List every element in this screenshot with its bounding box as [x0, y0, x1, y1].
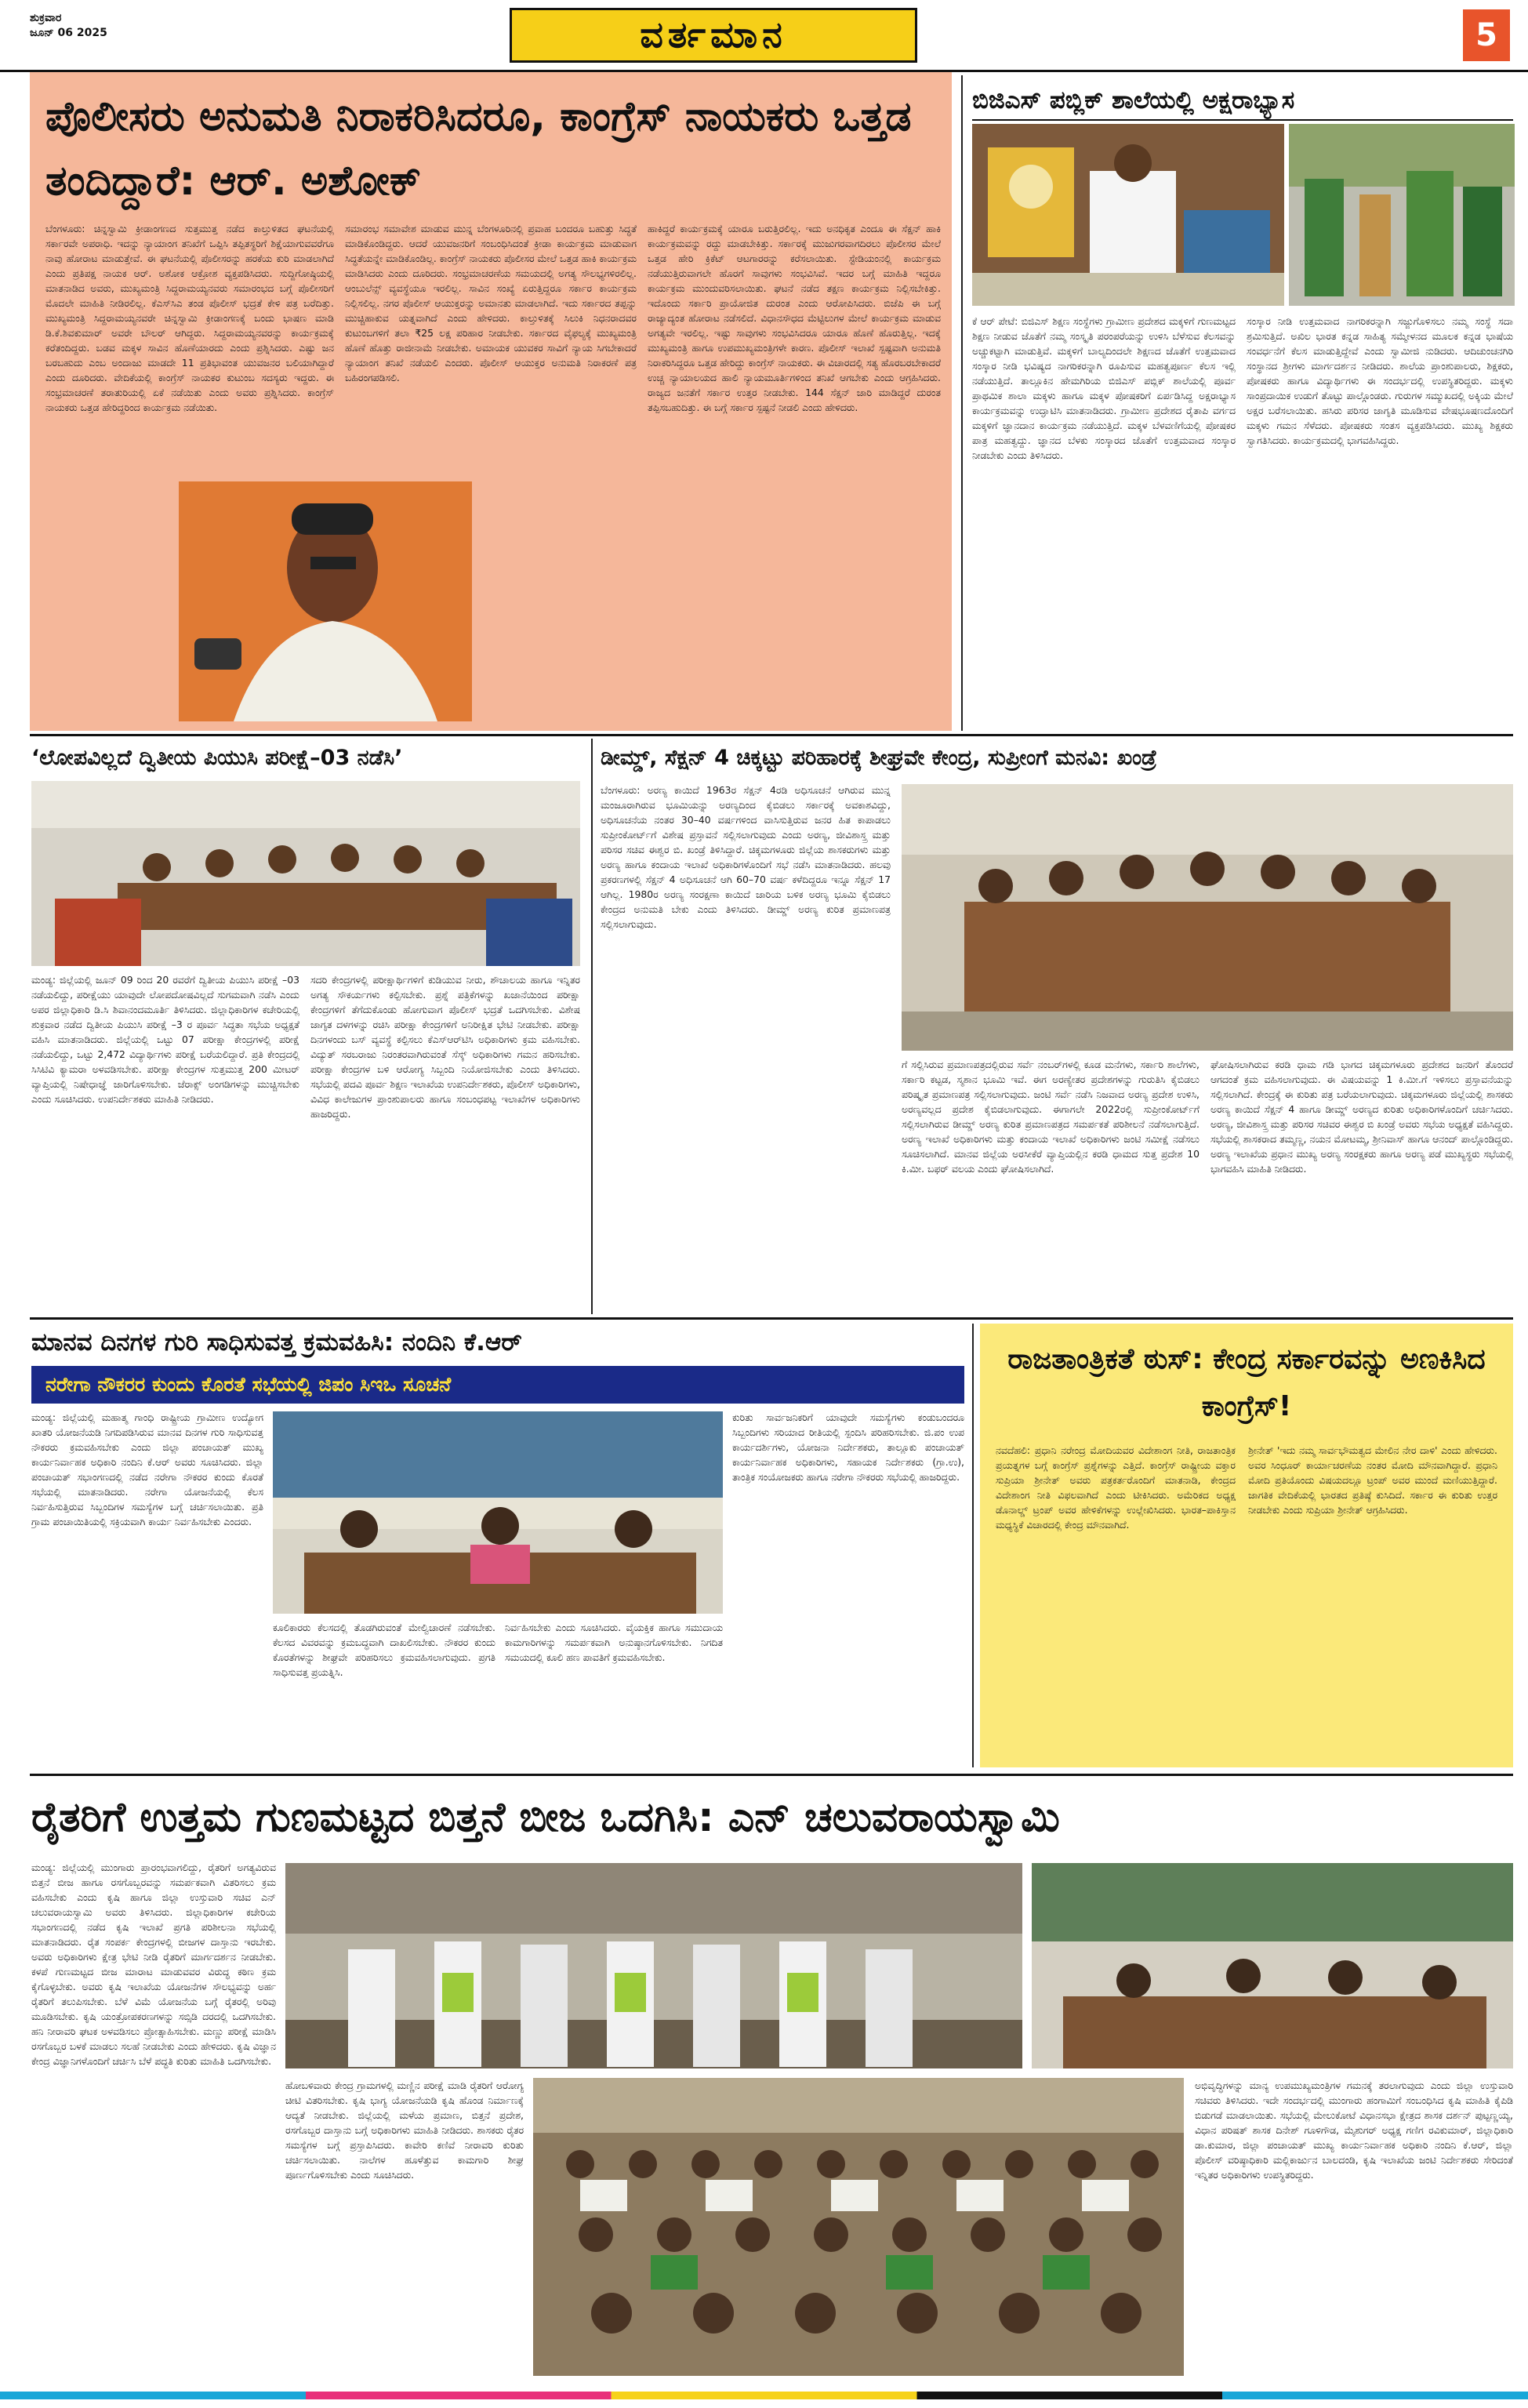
print-color-bar: [0, 2392, 1528, 2399]
story-congress-col2: ಶ್ರೀನೇತ್ 'ಇದು ನಮ್ಮ ಸಾರ್ವಭೌಮತ್ವದ ಮೇಲಿನ ನೇರ ದಾಳಿ' ಎಂದು ಹೇಳಿದರು. ಅವರ ಸಿಂಧೂರ್ ಕಾರ್ಯಾಚರಣೆಯ ನಂತರ ಮೋದಿ ಮೌನವಾಗಿದ್ದಾರೆ. ಪ್ರಧಾನಿ ಮೋದಿ ಪ್ರತಿಯೊಂದು ವಿಷಯದಲ್ಲೂ ಟ್ರಂಪ್ ಅವರ ಮುಂದೆ ಮಣಿಯುತ್ತಿದ್ದಾರೆ. ಜಾಗತಿಕ ವೇದಿಕೆಯಲ್ಲಿ ಭಾರತದ ಪ್ರತಿಷ್ಠೆ ಕುಸಿದಿದೆ. ಸರ್ಕಾರ ಈ ಕುರಿತು ಉತ್ತರ ನೀಡಬೇಕು ಎಂದು ಸುಪ್ರಿಯಾ ಶ್ರೀನೇತ್ ಆಗ್ರಹಿಸಿದರು.: [1248, 1444, 1497, 1516]
rule-middle-horizontal: [30, 1317, 1513, 1320]
story-nrega-col4: ಕುರಿತು ಸಾರ್ವಜನಿಕರಿಗೆ ಯಾವುದೇ ಸಮಸ್ಯೆಗಳು ಕಂಡುಬಂದರೂ ಸಿಬ್ಬಂದಿಗಳು ಸರಿಯಾದ ರೀತಿಯಲ್ಲಿ ಸ್ಪಂದಿಸಿ ಪರಿಹರಿಸಬೇಕು. ಜಿ.ಪಂ ಉಪ ಕಾರ್ಯದರ್ಶಿಗಳು, ಯೋಜನಾ ನಿರ್ದೇಶಕರು, ತಾಲ್ಲೂಕು ಪಂಚಾಯತ್ ಕಾರ್ಯನಿರ್ವಾಹಕ ಅಧಿಕಾರಿಗಳು, ಸಹಾಯಕ ನಿರ್ದೇಶಕರು (ಗ್ರಾ.ಉ), ತಾಂತ್ರಿಕ ಸಂಯೋಜಕರು ಹಾಗೂ ನರೇಗಾ ನೌಕರರು ಸಭೆಯಲ್ಲಿ ಹಾಜರಿದ್ದರು.: [732, 1411, 964, 1483]
bgs-photo-ceremony: [972, 124, 1284, 306]
story-agri-col3: ಅಭಿವೃದ್ಧಿಗಳನ್ನು ಮಾನ್ಯ ಉಪಮುಖ್ಯಮಂತ್ರಿಗಳ ಗಮನಕ್ಕೆ ತರಲಾಗುವುದು ಎಂದು ಜಿಲ್ಲಾ ಉಸ್ತುವಾರಿ ಸಚಿವರು ತಿಳಿಸಿದರು. ಇದೇ ಸಂದರ್ಭದಲ್ಲಿ ಮುಂಗಾರು ಹಂಗಾಮಿಗೆ ಸಂಬಂಧಿಸಿದ ಕೃಷಿ ಮಾಹಿತಿ ಕೈಪಿಡಿ ಬಿಡುಗಡೆ ಮಾಡಲಾಯಿತು. ಸಭೆಯಲ್ಲಿ ಮೇಲುಕೋಟೆ ವಿಧಾನಸಭಾ ಕ್ಷೇತ್ರದ ಶಾಸಕ ದರ್ಶನ್ ಪುಟ್ಟಣ್ಣಯ್ಯ, ವಿಧಾನ ಪರಿಷತ್ ಶಾಸಕ ದಿನೇಶ್ ಗೂಳಿಗೌಡ, ಮೈಶುಗರ್ ಅಧ್ಯಕ್ಷ ಗಣಿಗ ರವಿಕುಮಾರ್, ಜಿಲ್ಲಾಧಿಕಾರಿ ಡಾ.ಕುಮಾರ, ಜಿಲ್ಲಾ ಪಂಚಾಯತ್ ಮುಖ್ಯ ಕಾರ್ಯನಿರ್ವಾಹಕ ಅಧಿಕಾರಿ ನಂದಿನಿ ಕೆ.ಆರ್, ಜಿಲ್ಲಾ ಪೊಲೀಸ್ ವರಿಷ್ಠಾಧಿಕಾರಿ ಮಲ್ಲಿಕಾರ್ಜುನ ಬಾಲದಂಡಿ, ಕೃಷಿ ಇಲಾಖೆಯ ಜಂಟಿ ನಿರ್ದೇಶಕರು ಸೇರಿದಂತೆ ಇನ್ನಿತರ ಅಧಿಕಾರಿಗಳು ಉಪಸ್ಥಿತರಿದ್ದರು.: [1195, 2079, 1513, 2181]
story-puc-col2: ಸದರಿ ಕೇಂದ್ರಗಳಲ್ಲಿ ಪರೀಕ್ಷಾರ್ಥಿಗಳಿಗೆ ಕುಡಿಯುವ ನೀರು, ಶೌಚಾಲಯ ಹಾಗೂ ಇನ್ನಿತರ ಅಗತ್ಯ ಸೌಕರ್ಯಗಳು ಕಲ್ಪಿಸಬೇಕು. ಪ್ರಶ್ನೆ ಪತ್ರಿಕೆಗಳನ್ನು ಖಜಾನೆಯಿಂದ ಪರೀಕ್ಷಾ ಕೇಂದ್ರಗಳಿಗೆ ತೆಗೆದುಕೊಂಡು ಹೋಗುವಾಗ ಪೊಲೀಸ್ ಭದ್ರತೆ ಒದಗಿಸಬೇಕು. ವಿಶೇಷ ಜಾಗೃತ ದಳಗಳನ್ನು ರಚಿಸಿ ಪರೀಕ್ಷಾ ಕೇಂದ್ರಗಳಿಗೆ ಅನಿರೀಕ್ಷಿತ ಭೇಟಿ ನೀಡಬೇಕು. ಪರೀಕ್ಷಾ ದಿನಗಳಂದು ಬಸ್ ವ್ಯವಸ್ಥೆ ಕಲ್ಪಿಸಲು ಕೆಎಸ್ಆರ್‌ಟಿಸಿ ಅಧಿಕಾರಿಗಳು ಕ್ರಮ ವಹಿಸಬೇಕು. ವಿದ್ಯುತ್ ಸರಬರಾಜು ನಿರಂತರವಾಗಿರುವಂತೆ ಸೆಸ್ಕ್ ಅಧಿಕಾರಿಗಳು ಗಮನ ಹರಿಸಬೇಕು. ಪರೀಕ್ಷಾ ಕೇಂದ್ರಗಳ ಬಳಿ ಆರೋಗ್ಯ ಸಿಬ್ಬಂದಿ ನಿಯೋಜಿಸಬೇಕು ಎಂದು ತಿಳಿಸಿದರು. ಸಭೆಯಲ್ಲಿ ಪದವಿ ಪೂರ್ವ ಶಿಕ್ಷಣ ಇಲಾಖೆಯ ಉಪನಿರ್ದೇಶಕರು, ಪೊಲೀಸ್ ಅಧಿಕಾರಿಗಳು, ವಿವಿಧ ಕಾಲೇಜುಗಳ ಪ್ರಾಂಶುಪಾಲರು ಹಾಗೂ ಸಂಬಂಧಪಟ್ಟ ಇಲಾಖೆಗಳ ಅಧಿಕಾರಿಗಳು ಹಾಜರಿದ್ದರು.: [310, 974, 580, 1120]
story-deemed-col1: ಬೆಂಗಳೂರು: ಅರಣ್ಯ ಕಾಯಿದೆ 1963ರ ಸೆಕ್ಷನ್ 4ರಡಿ ಅಧಿಸೂಚನೆ ಆಗಿರುವ ಮುನ್ನ ಮಂಜೂರಾಗಿರುವ ಭೂಮಿಯನ್ನು ಅರಣ್ಯದಿಂದ ಕೈಬಿಡಲು ಸರ್ಕಾರಕ್ಕೆ ಅವಕಾಶವಿದ್ದು, ಅಧಿಸೂಚನೆಯ ನಂತರ 30–40 ವರ್ಷಗಳಿಂದ ವಾಸಿಸುತ್ತಿರುವ ಜನರ ಹಿತ ಕಾಪಾಡಲು ಸುಪ್ರೀಂಕೋರ್ಟ್‌ಗೆ ವಿಶೇಷ ಪ್ರಸ್ತಾವನೆ ಸಲ್ಲಿಸಲಾಗುವುದು ಎಂದು ಅರಣ್ಯ, ಜೀವಿಶಾಸ್ತ್ರ ಮತ್ತು ಪರಿಸರ ಸಚಿವ ಈಶ್ವರ ಬಿ. ಖಂಡ್ರೆ ತಿಳಿಸಿದ್ದಾರೆ. ಚಿಕ್ಕಮಗಳೂರು ಜಿಲ್ಲೆಯ ಶಾಸಕರುಗಳು ಮತ್ತು ಅರಣ್ಯ ಹಾಗೂ ಕಂದಾಯ ಇಲಾಖೆ ಅಧಿಕಾರಿಗಳೊಂದಿಗೆ ಸಭೆ ನಡೆಸಿ ಮಾತನಾಡಿದರು. ಹಲವು ಪ್ರಕರಣಗಳಲ್ಲಿ ಸೆಕ್ಷನ್ 4 ಅಧಿಸೂಚನೆ ಆಗಿ 60–70 ವರ್ಷ ಕಳೆದಿದ್ದರೂ ಇನ್ನೂ ಸೆಕ್ಷನ್ 17 ಆಗಿಲ್ಲ. 1980ರ ಅರಣ್ಯ ಸಂರಕ್ಷಣಾ ಕಾಯಿದೆ ಜಾರಿಯ ಬಳಿಕ ಅರಣ್ಯ ಭೂಮಿ ಕೈಬಿಡಲು ಕೇಂದ್ರದ ಅನುಮತಿ ಬೇಕು ಎಂದು ತಿಳಿಸಿದರು. ಡೀಮ್ಡ್ ಅರಣ್ಯ ಕುರಿತ ಪ್ರಮಾಣಪತ್ರ ಸಲ್ಲಿಸಲಾಗುವುದು.: [601, 784, 891, 930]
story-bgs-col1: ಕೆ ಆರ್ ಪೇಟೆ: ಬಿಜಿಎಸ್ ಶಿಕ್ಷಣ ಸಂಸ್ಥೆಗಳು ಗ್ರಾಮೀಣ ಪ್ರದೇಶದ ಮಕ್ಕಳಿಗೆ ಗುಣಮಟ್ಟದ ಶಿಕ್ಷಣ ನೀಡುವ ಜೊತೆಗೆ ನಮ್ಮ ಸಂಸ್ಕೃತಿ ಪರಂಪರೆಯನ್ನು ಉಳಿಸಿ ಬೆಳೆಸುವ ಕೆಲಸವನ್ನು ಅಚ್ಚುಕಟ್ಟಾಗಿ ಮಾಡುತ್ತಿವೆ. ಮಕ್ಕಳಿಗೆ ಬಾಲ್ಯದಿಂದಲೇ ಶಿಕ್ಷಣದ ಜೊತೆಗೆ ಉತ್ತಮವಾದ ಸಂಸ್ಕಾರ ನೀಡಿ ಭವಿಷ್ಯದ ನಾಗರಿಕರನ್ನಾಗಿ ರೂಪಿಸುವ ಮಹತ್ವಪೂರ್ಣ ಕೆಲಸ ಇಲ್ಲಿ ನಡೆಯುತ್ತಿದೆ. ತಾಲ್ಲೂಕಿನ ಹೇಮಗಿರಿಯ ಬಿಜಿಎಸ್ ಪಬ್ಲಿಕ್ ಶಾಲೆಯಲ್ಲಿ ಪೂರ್ವ ಪ್ರಾಥಮಿಕ ಶಾಲಾ ಮಕ್ಕಳು ಹಾಗೂ ಮಕ್ಕಳ ಪೋಷಕರಿಗೆ ಏರ್ಪಡಿಸಿದ್ದ ಅಕ್ಷರಾಭ್ಯಾಸ ಕಾರ್ಯಕ್ರಮವನ್ನು ಉದ್ಘಾಟಿಸಿ ಮಾತನಾಡಿದರು. ಗ್ರಾಮೀಣ ಪ್ರದೇಶದ ರೈತಾಪಿ ವರ್ಗದ ಮಕ್ಕಳಿಗೆ ಜ್ಞಾನದಾನ ಕಾರ್ಯಕ್ರಮ ನಡೆಯುತ್ತಿದೆ. ಮಕ್ಕಳ ಬೆಳವಣಿಗೆಯಲ್ಲಿ ಪೋಷಕರ ಪಾತ್ರ ಮಹತ್ವದ್ದು. ಜ್ಞಾನದ ಬೆಳಕು ಸಂಸ್ಕಾರದ ಜೊತೆಗೆ ಉತ್ತಮವಾದ ಸಂಸ್ಕಾರ ನೀಡಬೇಕು ಎಂದು ತಿಳಿಸಿದರು.: [972, 315, 1236, 461]
story-puc-col1: ಮಂಡ್ಯ: ಜಿಲ್ಲೆಯಲ್ಲಿ ಜೂನ್ 09 ರಿಂದ 20 ರವರೆಗೆ ದ್ವಿತೀಯ ಪಿಯುಸಿ ಪರೀಕ್ಷೆ –03 ನಡೆಯಲಿದ್ದು, ಪರೀಕ್ಷೆಯು ಯಾವುದೇ ಲೋಪದೋಷವಿಲ್ಲದೆ ಸುಗಮವಾಗಿ ನಡೆಸಿ ಎಂದು ಅಪರ ಜಿಲ್ಲಾಧಿಕಾರಿ ಡಿ.ಸಿ ಶಿವಾನಂದಮೂರ್ತಿ ತಿಳಿಸಿದರು. ಜಿಲ್ಲಾಧಿಕಾರಿಗಳ ಕಚೇರಿಯಲ್ಲಿ ಶುಕ್ರವಾರ ನಡೆದ ದ್ವಿತೀಯ ಪಿಯುಸಿ ಪರೀಕ್ಷೆ –3 ರ ಪೂರ್ವ ಸಿದ್ಧತಾ ಸಭೆಯ ಅಧ್ಯಕ್ಷತೆ ವಹಿಸಿ ಮಾತನಾಡಿದರು. ಜಿಲ್ಲೆಯಲ್ಲಿ ಒಟ್ಟು 07 ಪರೀಕ್ಷಾ ಕೇಂದ್ರಗಳಲ್ಲಿ ಪರೀಕ್ಷೆ ನಡೆಯಲಿದ್ದು, ಒಟ್ಟು 2,472 ವಿದ್ಯಾರ್ಥಿಗಳು ಪರೀಕ್ಷೆ ಬರೆಯಲಿದ್ದಾರೆ. ಪ್ರತಿ ಕೇಂದ್ರದಲ್ಲಿ ಸಿಸಿಟಿವಿ ಕ್ಯಾಮರಾ ಅಳವಡಿಸಬೇಕು. ಪರೀಕ್ಷಾ ಕೇಂದ್ರಗಳ ಸುತ್ತಮುತ್ತ 200 ಮೀಟರ್ ವ್ಯಾಪ್ತಿಯಲ್ಲಿ ನಿಷೇಧಾಜ್ಞೆ ಜಾರಿಗೊಳಿಸಬೇಕು. ಜೆರಾಕ್ಸ್ ಅಂಗಡಿಗಳನ್ನು ಮುಚ್ಚಿಸಬೇಕು ಎಂದು ಸೂಚಿಸಿದರು. ಉಪನಿರ್ದೇಶಕರು ಮಾಹಿತಿ ನೀಡಿದರು.: [31, 974, 299, 1105]
story-nrega-headline: ಮಾನವ ದಿನಗಳ ಗುರಿ ಸಾಧಿಸುವತ್ತ ಕ್ರಮವಹಿಸಿ: ನಂದಿನಿ ಕೆ.ಆರ್: [31, 1328, 522, 1357]
story-nrega-col1: ಮಂಡ್ಯ: ಜಿಲ್ಲೆಯಲ್ಲಿ ಮಹಾತ್ಮ ಗಾಂಧಿ ರಾಷ್ಟ್ರೀಯ ಗ್ರಾಮೀಣ ಉದ್ಯೋಗ ಖಾತರಿ ಯೋಜನೆಯಡಿ ನಿಗದಿಪಡಿಸಿರುವ ಮಾನವ ದಿನಗಳ ಗುರಿ ಸಾಧಿಸುವತ್ತ ನೌಕರರು ಕ್ರಮವಹಿಸಬೇಕು ಎಂದು ಜಿಲ್ಲಾ ಪಂಚಾಯತ್ ಮುಖ್ಯ ಕಾರ್ಯನಿರ್ವಾಹಕ ಅಧಿಕಾರಿ ನಂದಿನಿ ಕೆ.ಆರ್ ಅವರು ಸೂಚಿಸಿದರು. ಜಿಲ್ಲಾ ಪಂಚಾಯತ್ ಸಭಾಂಗಣದಲ್ಲಿ ನಡೆದ ನರೇಗಾ ನೌಕರರ ಕುಂದು ಕೊರತೆ ಸಭೆಯಲ್ಲಿ ಮಾತನಾಡಿದರು. ನರೇಗಾ ಯೋಜನೆಯಲ್ಲಿ ಕೆಲಸ ನಿರ್ವಹಿಸುತ್ತಿರುವ ಸಿಬ್ಬಂದಿಗಳ ಸಮಸ್ಯೆಗಳ ಬಗ್ಗೆ ಚರ್ಚಿಸಲಾಯಿತು. ಪ್ರತಿ ಗ್ರಾಮ ಪಂಚಾಯಿತಿಯಲ್ಲಿ ಸಕ್ರಿಯವಾಗಿ ಕಾರ್ಯ ನಿರ್ವಹಿಸಬೇಕು ಎಂದರು.: [31, 1411, 263, 1527]
story-bgs-headline: ಬಿಜಿಎಸ್ ಪಬ್ಲಿಕ್ ಶಾಲೆಯಲ್ಲಿ ಅಕ್ಷರಾಭ್ಯಾಸ: [972, 86, 1295, 114]
issue-day: ಶುಕ್ರವಾರ: [30, 12, 62, 24]
bgs-photo-children: [1289, 124, 1515, 306]
agri-audience-photo: [533, 2078, 1184, 2376]
story-nrega-col3: ನಿರ್ವಹಿಸಬೇಕು ಎಂದು ಸೂಚಿಸಿದರು. ವೈಯಕ್ತಿಕ ಹಾಗೂ ಸಮುದಾಯ ಕಾಮಗಾರಿಗಳನ್ನು ಸಮರ್ಪಕವಾಗಿ ಅನುಷ್ಠಾನಗೊಳಿಸಬೇಕು. ನಿಗದಿತ ಸಮಯದಲ್ಲಿ ಕೂಲಿ ಹಣ ಪಾವತಿಗೆ ಕ್ರಮವಹಿಸಬೇಕು.: [505, 1622, 723, 1663]
story-agri-col1: ಮಂಡ್ಯ: ಜಿಲ್ಲೆಯಲ್ಲಿ ಮುಂಗಾರು ಪ್ರಾರಂಭವಾಗಲಿದ್ದು, ರೈತರಿಗೆ ಅಗತ್ಯವಿರುವ ಬಿತ್ತನೆ ಬೀಜ ಹಾಗೂ ರಸಗೊಬ್ಬರವನ್ನು ಸಮರ್ಪಕವಾಗಿ ವಿತರಿಸಲು ಕ್ರಮ ವಹಿಸಬೇಕು ಎಂದು ಕೃಷಿ ಹಾಗೂ ಜಿಲ್ಲಾ ಉಸ್ತುವಾರಿ ಸಚಿವ ಎನ್ ಚಲುವರಾಯಸ್ವಾಮಿ ಅವರು ತಿಳಿಸಿದರು. ಜಿಲ್ಲಾಧಿಕಾರಿಗಳ ಕಚೇರಿಯ ಸಭಾಂಗಣದಲ್ಲಿ ನಡೆದ ಕೃಷಿ ಇಲಾಖೆ ಪ್ರಗತಿ ಪರಿಶೀಲನಾ ಸಭೆಯಲ್ಲಿ ಮಾತನಾಡಿದರು. ರೈತ ಸಂಪರ್ಕ ಕೇಂದ್ರಗಳಲ್ಲಿ ಬೀಜಗಳ ದಾಸ್ತಾನು ಇರಬೇಕು. ಅವರು ಅಧಿಕಾರಿಗಳು ಕ್ಷೇತ್ರ ಭೇಟಿ ನೀಡಿ ರೈತರಿಗೆ ಮಾರ್ಗದರ್ಶನ ನೀಡಬೇಕು. ಕಳಪೆ ಗುಣಮಟ್ಟದ ಬೀಜ ಮಾರಾಟ ಮಾಡುವವರ ವಿರುದ್ಧ ಕಠಿಣ ಕ್ರಮ ಕೈಗೊಳ್ಳಬೇಕು. ಅವರು ಕೃಷಿ ಇಲಾಖೆಯ ಯೋಜನೆಗಳ ಸೌಲಭ್ಯವನ್ನು ಅರ್ಹ ರೈತರಿಗೆ ತಲುಪಿಸಬೇಕು. ಬೆಳೆ ವಿಮೆ ಯೋಜನೆಯ ಬಗ್ಗೆ ರೈತರಲ್ಲಿ ಅರಿವು ಮೂಡಿಸಬೇಕು. ಕೃಷಿ ಯಂತ್ರೋಪಕರಣಗಳನ್ನು ಸಬ್ಸಿಡಿ ದರದಲ್ಲಿ ಒದಗಿಸಬೇಕು. ಹನಿ ನೀರಾವರಿ ಘಟಕ ಅಳವಡಿಸಲು ಪ್ರೋತ್ಸಾಹಿಸಬೇಕು. ಮಣ್ಣು ಪರೀಕ್ಷೆ ಮಾಡಿಸಿ ರಸಗೊಬ್ಬರ ಬಳಕೆ ಮಾಡಲು ಸಲಹೆ ನೀಡಬೇಕು ಎಂದು ಹೇಳಿದರು. ಕೃಷಿ ವಿಜ್ಞಾನ ಕೇಂದ್ರ ವಿಜ್ಞಾನಿಗಳೊಂದಿಗೆ ಚರ್ಚಿಸಿ ಬೆಳೆ ಪದ್ಧತಿ ಕುರಿತು ಮಾಹಿತಿ ಒದಗಿಸಬೇಕು.: [31, 1861, 276, 2067]
story-nrega-subhead: ನರೇಗಾ ನೌಕರರ ಕುಂದು ಕೊರತೆ ಸಭೆಯಲ್ಲಿ ಜಿಪಂ ಸಿಇಒ ಸೂಚನೆ: [31, 1366, 964, 1404]
page-number: 5: [1463, 9, 1510, 61]
ashok-portrait-photo: [179, 481, 472, 721]
story-ashok-col1: ಬೆಂಗಳೂರು: ಚಿನ್ನಸ್ವಾಮಿ ಕ್ರೀಡಾಂಗಣದ ಸುತ್ತಮುತ್ತ ನಡೆದ ಕಾಲ್ತುಳಿತದ ಘಟನೆಯಲ್ಲಿ ಸರ್ಕಾರವೇ ಅಪರಾಧಿ. ಇದನ್ನು ನ್ಯಾಯಾಂಗ ತನಿಖೆಗೆ ಒಪ್ಪಿಸಿ ತಪ್ಪಿತಸ್ಥರಿಗೆ ಶಿಕ್ಷೆಯಾಗುವವರೆಗೂ ನಾವು ಹೋರಾಟ ಮಾಡುತ್ತೇವೆ. ಈ ಘಟನೆಯಲ್ಲಿ ಪೊಲೀಸರನ್ನು ಹರಕೆಯ ಕುರಿ ಮಾಡಲಾಗಿದೆ ಎಂದು ಪ್ರತಿಪಕ್ಷ ನಾಯಕ ಆರ್. ಅಶೋಕ ಆಕ್ರೋಶ ವ್ಯಕ್ತಪಡಿಸಿದರು. ಸುದ್ದಿಗೋಷ್ಠಿಯಲ್ಲಿ ಮಾತನಾಡಿದ ಅವರು, ಮುಖ್ಯಮಂತ್ರಿ ಸಿದ್ದರಾಮಯ್ಯನವರು ಸಮಾರಂಭದ ಬಗ್ಗೆ ಪೊಲೀಸರಿಗೆ ಮೊದಲೇ ಮಾಹಿತಿ ನೀಡಿರಲಿಲ್ಲ. ಕೆಎಸ್‌ಸಿಎ ತಂಡ ಪೊಲೀಸ್ ಭದ್ರತೆ ಕೇಳಿ ಪತ್ರ ಬರೆದಿತ್ತು. ಮುಖ್ಯಮಂತ್ರಿ ಸಿದ್ದರಾಮಯ್ಯನವರೇ ಚಿನ್ನಸ್ವಾಮಿ ಕ್ರೀಡಾಂಗಣಕ್ಕೆ ಬಂದು ಭಾಷಣ ಮಾಡಿ ಡಿ.ಕೆ.ಶಿವಕುಮಾರ್ ಅವರೇ ಬೌಲರ್ ಆಗಿದ್ದರು. ಸಿದ್ದರಾಮಯ್ಯನವರನ್ನು ಕಾರ್ಯಕ್ರಮಕ್ಕೆ ಕರೆತಂದಿದ್ದರು. ಬಡವ ಮಕ್ಕಳ ಸಾವಿನ ಹೊಣೆಯಾರದು ಎಂದು ಪ್ರಶ್ನಿಸಿದರು. ಎಷ್ಟು ಜನ ಬರಬಹುದು ಎಂಬ ಅಂದಾಜು ಮಾಡದೇ 11 ಪ್ರತಿಭಾವಂತ ಯುವಜನರ ಬಲಿಯಾಗಿದ್ದಾರೆ ಎಂದು ದೂರಿದರು. ವೇದಿಕೆಯಲ್ಲಿ ಕಾಂಗ್ರೆಸ್ ನಾಯಕರ ಕುಟುಂಬ ಸದಸ್ಯರು ಇದ್ದರು. ಈ ಸಂಭ್ರಮಾಚರಣೆ ತರಾತುರಿಯಲ್ಲಿ ಏಕೆ ನಡೆಯಿತು ಎಂದು ಅವರು ಪ್ರಶ್ನಿಸಿದರು. ಕಾಂಗ್ರೆಸ್ ನಾಯಕರು ಒತ್ತಡ ಹೇರಿದ್ದರಿಂದ ಕಾರ್ಯಕ್ರಮ ನಡೆಯಿತು.: [45, 223, 334, 413]
issue-date-text: ಜೂನ್ 06 2025: [30, 27, 107, 39]
issue-date: [30, 11, 107, 41]
rule-lower-horizontal: [30, 1774, 1513, 1776]
story-agri-headline: ರೈತರಿಗೆ ಉತ್ತಮ ಗುಣಮಟ್ಟದ ಬಿತ್ತನೆ ಬೀಜ ಒದಗಿಸಿ: ಎನ್ ಚಲುವರಾಯಸ್ವಾಮಿ: [31, 1794, 1060, 1841]
rule-top-horizontal: [30, 734, 1513, 736]
story-bgs-col2: ಸಂಸ್ಕಾರ ನೀಡಿ ಉತ್ತಮವಾದ ನಾಗರಿಕರನ್ನಾಗಿ ಸಜ್ಜುಗೊಳಿಸಲು ನಮ್ಮ ಸಂಸ್ಥೆ ಸದಾ ಶ್ರಮಿಸುತ್ತಿದೆ. ಅಖಿಲ ಭಾರತ ಕನ್ನಡ ಸಾಹಿತ್ಯ ಸಮ್ಮೇಳನದ ಮೂಲಕ ಕನ್ನಡ ಭಾಷೆಯ ಸಂವರ್ಧನೆಗೆ ಕೆಲಸ ಮಾಡುತ್ತಿದ್ದೇವೆ ಎಂದು ಸ್ವಾಮೀಜಿ ನುಡಿದರು. ಆದಿಚುಂಚನಗಿರಿ ಸಂಸ್ಥಾನದ ಶ್ರೀಗಳು ಮಾರ್ಗದರ್ಶನ ನೀಡಿದರು. ಶಾಲೆಯ ಪ್ರಾಂಶುಪಾಲರು, ಶಿಕ್ಷಕರು, ಪೋಷಕರು ಹಾಗೂ ವಿದ್ಯಾರ್ಥಿಗಳು ಈ ಸಂದರ್ಭದಲ್ಲಿ ಉಪಸ್ಥಿತರಿದ್ದರು. ಮಕ್ಕಳು ಸಾಂಪ್ರದಾಯಿಕ ಉಡುಗೆ ತೊಟ್ಟು ಪಾಲ್ಗೊಂಡರು. ಗುರುಗಳ ಸಮ್ಮುಖದಲ್ಲಿ ಅಕ್ಕಿಯ ಮೇಲೆ ಅಕ್ಷರ ಬರೆಸಲಾಯಿತು. ಹಸಿರು ಪರಿಸರ ಜಾಗೃತಿ ಮೂಡಿಸುವ ವೇಷಭೂಷಣದೊಂದಿಗೆ ಮಕ್ಕಳು ಗಮನ ಸೆಳೆದರು. ಪೋಷಕರು ಸಂತಸ ವ್ಯಕ್ತಪಡಿಸಿದರು. ಮುಖ್ಯ ಶಿಕ್ಷಕರು ಸ್ವಾಗತಿಸಿದರು. ಕಾರ್ಯಕ್ರಮದಲ್ಲಿ ಭಾಗವಹಿಸಿದ್ದರು.: [1247, 315, 1513, 446]
puc-meeting-photo: [31, 781, 580, 966]
nrega-meeting-photo: [273, 1411, 723, 1614]
agri-booklet-release-photo: [285, 1863, 1022, 2068]
story-puc-headline: ‘ಲೋಪವಿಲ್ಲದೆ ದ್ವಿತೀಯ ಪಿಯುಸಿ ಪರೀಕ್ಷೆ–03 ನಡೆಸಿ’: [31, 746, 403, 770]
story-congress-headline: ರಾಜತಾಂತ್ರಿಕತೆ ಠುಸ್: ಕೇಂದ್ರ ಸರ್ಕಾರವನ್ನು ಅಣಕಿಸಿದ ಕಾಂಗ್ರೆಸ್!: [1007, 1343, 1486, 1422]
story-congress-col1: ನವದೆಹಲಿ: ಪ್ರಧಾನಿ ನರೇಂದ್ರ ಮೋದಿಯವರ ವಿದೇಶಾಂಗ ನೀತಿ, ರಾಜತಾಂತ್ರಿಕ ಪ್ರಯತ್ನಗಳ ಬಗ್ಗೆ ಕಾಂಗ್ರೆಸ್ ಪ್ರಶ್ನೆಗಳನ್ನು ಎತ್ತಿದೆ. ಕಾಂಗ್ರೆಸ್ ರಾಷ್ಟ್ರೀಯ ವಕ್ತಾರ ಸುಪ್ರಿಯಾ ಶ್ರೀನೇತ್ ಅವರು ಪತ್ರಕರ್ತರೊಂದಿಗೆ ಮಾತನಾಡಿ, ಕೇಂದ್ರದ ವಿದೇಶಾಂಗ ನೀತಿ ವಿಫಲವಾಗಿದೆ ಎಂದು ಟೀಕಿಸಿದರು. ಅಮೆರಿಕದ ಅಧ್ಯಕ್ಷ ಡೊನಾಲ್ಡ್ ಟ್ರಂಪ್ ಅವರ ಹೇಳಿಕೆಗಳನ್ನು ಉಲ್ಲೇಖಿಸಿದರು. ಭಾರತ–ಪಾಕಿಸ್ತಾನ ಮಧ್ಯಸ್ಥಿಕೆ ವಿಚಾರದಲ್ಲಿ ಕೇಂದ್ರ ಮೌನವಾಗಿದೆ.: [996, 1444, 1236, 1531]
story-deemed-col2: ಗೆ ಸಲ್ಲಿಸಿರುವ ಪ್ರಮಾಣಪತ್ರದಲ್ಲಿರುವ ಸರ್ವೆ ನಂಬರ್‌ಗಳಲ್ಲಿ ಕೂಡ ಮನೆಗಳು, ಸರ್ಕಾರಿ ಶಾಲೆಗಳು, ಸರ್ಕಾರಿ ಕಟ್ಟಡ, ಸ್ಮಶಾನ ಭೂಮಿ ಇವೆ. ಈಗ ಅರಣ್ಯೇತರ ಪ್ರದೇಶಗಳನ್ನು ಗುರುತಿಸಿ ಕೈಬಿಡಲು ಪರಿಷ್ಕೃತ ಪ್ರಮಾಣಪತ್ರ ಸಲ್ಲಿಸಲಾಗುವುದು. ಜಂಟಿ ಸರ್ವೆ ನಡೆಸಿ ನಿಜವಾದ ಅರಣ್ಯ ಪ್ರದೇಶ ಉಳಿಸಿ, ಅರಣ್ಯವಲ್ಲದ ಪ್ರದೇಶ ಕೈಬಿಡಲಾಗುವುದು. ಈಗಾಗಲೇ 2022ರಲ್ಲಿ ಸುಪ್ರೀಂಕೋರ್ಟ್‌ಗೆ ಸಲ್ಲಿಸಲಾಗಿರುವ ಡೀಮ್ಡ್ ಅರಣ್ಯ ಕುರಿತ ಪ್ರಮಾಣಪತ್ರದ ಸಮರ್ಪಕತೆ ಪರಿಶೀಲನೆ ನಡೆಸಲಾಗುತ್ತಿದೆ. ಅರಣ್ಯ ಇಲಾಖೆ ಅಧಿಕಾರಿಗಳು ಮತ್ತು ಕಂದಾಯ ಇಲಾಖೆ ಅಧಿಕಾರಿಗಳು ಜಂಟಿ ಸಮೀಕ್ಷೆ ನಡೆಸಲು ಸೂಚಿಸಲಾಗಿದೆ. ಮಾನವ ಜಿಲ್ಲೆಯ ಅರಸೀಕೆರೆ ವ್ಯಾಪ್ತಿಯಲ್ಲಿನ ಕರಡಿ ಧಾಮದ ಸುತ್ತ ಪ್ರದೇಶ 10 ಕಿ.ಮೀ. ಬಫರ್ ವಲಯ ಎಂದು ಘೋಷಿಸಲಾಗಿದೆ.: [902, 1059, 1200, 1175]
deemed-meeting-photo: [902, 784, 1513, 1051]
story-deemed-headline: ಡೀಮ್ಡ್, ಸೆಕ್ಷನ್ 4 ಚಿಕ್ಕಟ್ಟು ಪರಿಹಾರಕ್ಕೆ ಶೀಘ್ರವೇ ಕೇಂದ್ರ, ಸುಪ್ರೀಂಗೆ ಮನವಿ: ಖಂಡ್ರೆ: [601, 746, 1157, 770]
story-ashok-col3: ಹಾಕಿದ್ದರೆ ಕಾರ್ಯಕ್ರಮಕ್ಕೆ ಯಾರೂ ಬರುತ್ತಿರಲಿಲ್ಲ. ಇದು ಅನಧಿಕೃತ ಎಂದೂ ಈ ಸೆಕ್ಷನ್ ಹಾಕಿ ಕಾರ್ಯಕ್ರಮವನ್ನು ರದ್ದು ಮಾಡಬೇಕಿತ್ತು. ಸರ್ಕಾರಕ್ಕೆ ಮುಜುಗರವಾಗದಿರಲು ಪೊಲೀಸರ ಮೇಲೆ ಒತ್ತಡ ಹೇರಿ ಕ್ರಿಕೆಟ್ ಆಟಗಾರರನ್ನು ಕರೆಸಲಾಯಿತು. ಸ್ಟೇಡಿಯಂನಲ್ಲಿ ಕಾರ್ಯಕ್ರಮ ನಡೆಯುತ್ತಿರುವಾಗಲೇ ಹೊರಗೆ ಸಾವುಗಳು ಸಂಭವಿಸಿವೆ. ಇದರ ಬಗ್ಗೆ ಮಾಹಿತಿ ಇದ್ದರೂ ಕಾರ್ಯಕ್ರಮ ಮುಂದುವರಿಸಲಾಯಿತು. ಘಟನೆ ನಡೆದ ತಕ್ಷಣ ಕಾರ್ಯಕ್ರಮ ನಿಲ್ಲಿಸಬೇಕಿತ್ತು. ಇದೊಂದು ಸರ್ಕಾರಿ ಪ್ರಾಯೋಜಿತ ದುರಂತ ಎಂದು ಆರೋಪಿಸಿದರು. ಬಿಜೆಪಿ ಈ ಬಗ್ಗೆ ರಾಜ್ಯಾದ್ಯಂತ ಹೋರಾಟ ನಡೆಸಲಿದೆ. ವಿಧಾನಸೌಧದ ಮೆಟ್ಟಿಲುಗಳ ಮೇಲೆ ಕಾರ್ಯಕ್ರಮ ಮಾಡುವ ಅಗತ್ಯವೇ ಇರಲಿಲ್ಲ. ಇಷ್ಟು ಸಾವುಗಳು ಸಂಭವಿಸಿದರೂ ಯಾರೂ ಹೊಣೆ ಹೊರುತ್ತಿಲ್ಲ. ಇದಕ್ಕೆ ಮುಖ್ಯಮಂತ್ರಿ ಹಾಗೂ ಉಪಮುಖ್ಯಮಂತ್ರಿಗಳೇ ಕಾರಣ. ಪೊಲೀಸ್ ಇಲಾಖೆ ಸ್ಪಷ್ಟವಾಗಿ ಅನುಮತಿ ನಿರಾಕರಿಸಿದ್ದರೂ ಒತ್ತಡ ಹೇರಿದ್ದು ಕಾಂಗ್ರೆಸ್ ನಾಯಕರು. ಈ ವಿಚಾರದಲ್ಲಿ ಸತ್ಯ ಹೊರಬರಬೇಕಾದರೆ ಉಚ್ಚ ನ್ಯಾಯಾಲಯದ ಹಾಲಿ ನ್ಯಾಯಮೂರ್ತಿಗಳಿಂದ ತನಿಖೆ ಆಗಬೇಕು ಎಂದು ಆಗ್ರಹಿಸಿದರು. ರಾಜ್ಯದ ಜನತೆಗೆ ಸರ್ಕಾರ ಉತ್ತರ ನೀಡಬೇಕು. 144 ಸೆಕ್ಷನ್ ಜಾರಿ ಮಾಡಿದ್ದರೆ ದುರಂತ ತಪ್ಪಿಸಬಹುದಿತ್ತು. ಈ ಬಗ್ಗೆ ಸರ್ಕಾರ ಸ್ಪಷ್ಟನೆ ನೀಡಲಿ ಎಂದು ಹೇಳಿದರು.: [648, 223, 941, 413]
story-deemed-col3: ಘೋಷಿಸಲಾಗಿರುವ ಕರಡಿ ಧಾಮ ಗಡಿ ಭಾಗದ ಚಿಕ್ಕಮಗಳೂರು ಪ್ರದೇಶದ ಜನರಿಗೆ ತೊಂದರೆ ಆಗದಂತೆ ಕ್ರಮ ವಹಿಸಲಾಗುವುದು. ಈ ವಿಷಯವನ್ನು 1 ಕಿ.ಮೀ.ಗೆ ಇಳಿಸಲು ಪ್ರಸ್ತಾವನೆಯನ್ನು ಸಲ್ಲಿಸಲಾಗಿದೆ. ಕೇಂದ್ರಕ್ಕೆ ಈ ಕುರಿತು ಪತ್ರ ಬರೆಯಲಾಗುವುದು. ಚಿಕ್ಕಮಗಳೂರು ಜಿಲ್ಲೆಯಲ್ಲಿ ಶಾಸಕರು ಅರಣ್ಯ ಕಾಯಿದೆ ಸೆಕ್ಷನ್ 4 ಹಾಗೂ ಡೀಮ್ಡ್ ಅರಣ್ಯದ ಕುರಿತು ಅಧಿಕಾರಿಗಳೊಂದಿಗೆ ಚರ್ಚಿಸಿದರು. ಅರಣ್ಯ, ಜೀವಿಶಾಸ್ತ್ರ ಮತ್ತು ಪರಿಸರ ಸಚಿವರ ಈಶ್ವರ ಬಿ ಖಂಡ್ರೆ ಅವರು ಸಭೆಯ ಅಧ್ಯಕ್ಷತೆ ವಹಿಸಿದ್ದರು. ಸಭೆಯಲ್ಲಿ ಶಾಸಕರಾದ ತಮ್ಮಣ್ಣ, ನಯನ ಮೋಟಮ್ಮ, ಶ್ರೀನಿವಾಸ್ ಹಾಗೂ ಆನಂದ್ ಪಾಲ್ಗೊಂಡಿದ್ದರು. ಅರಣ್ಯ ಇಲಾಖೆಯ ಪ್ರಧಾನ ಮುಖ್ಯ ಅರಣ್ಯ ಸಂರಕ್ಷಕರು ಹಾಗೂ ಅರಣ್ಯ ಪಡೆ ಮುಖ್ಯಸ್ಥರು ಸಭೆಯಲ್ಲಿ ಭಾಗವಹಿಸಿ ಮಾಹಿತಿ ನೀಡಿದರು.: [1210, 1059, 1513, 1175]
story-agri-col2: ಹೋಬಳಿವಾರು ಕೇಂದ್ರ ಗ್ರಾಮಗಳಲ್ಲಿ ಮಣ್ಣಿನ ಪರೀಕ್ಷೆ ಮಾಡಿ ರೈತರಿಗೆ ಆರೋಗ್ಯ ಚೀಟಿ ವಿತರಿಸಬೇಕು. ಕೃಷಿ ಭಾಗ್ಯ ಯೋಜನೆಯಡಿ ಕೃಷಿ ಹೊಂಡ ನಿರ್ಮಾಣಕ್ಕೆ ಆದ್ಯತೆ ನೀಡಬೇಕು. ಜಿಲ್ಲೆಯಲ್ಲಿ ಮಳೆಯ ಪ್ರಮಾಣ, ಬಿತ್ತನೆ ಪ್ರದೇಶ, ರಸಗೊಬ್ಬರ ದಾಸ್ತಾನು ಬಗ್ಗೆ ಅಧಿಕಾರಿಗಳು ಮಾಹಿತಿ ನೀಡಿದರು. ಶಾಸಕರು ರೈತರ ಸಮಸ್ಯೆಗಳ ಬಗ್ಗೆ ಪ್ರಸ್ತಾಪಿಸಿದರು. ಕಾವೇರಿ ಕಣಿವೆ ನೀರಾವರಿ ಕುರಿತು ಚರ್ಚಿಸಲಾಯಿತು. ನಾಲೆಗಳ ಹೂಳೆತ್ತುವ ಕಾಮಗಾರಿ ಶೀಘ್ರ ಪೂರ್ಣಗೊಳಿಸಬೇಕು ಎಂದು ಸೂಚಿಸಿದರು.: [285, 2079, 524, 2181]
agri-meeting-photo: [1032, 1863, 1513, 2068]
story-ashok-col2: ಸಮಾರಂಭ ಸಮಾವೇಶ ಮಾಡುವ ಮುನ್ನ ಬೆಂಗಳೂರಿನಲ್ಲಿ ಪ್ರವಾಹ ಬಂದರೂ ಬಹುತ್ತು ಸಿದ್ಧತೆ ಮಾಡಿಕೊಂಡಿದ್ದರು. ಆದರೆ ಯುವಜನರಿಗೆ ಸಂಬಂಧಿಸಿದಂತೆ ಕ್ರೀಡಾ ಕಾರ್ಯಕ್ರಮ ಮಾಡುವಾಗ ಸಿದ್ಧತೆಯನ್ನೇ ಮಾಡಿಕೊಂಡಿಲ್ಲ. ಕಾಂಗ್ರೆಸ್ ನಾಯಕರು ಪೊಲೀಸರ ಮೇಲೆ ಒತ್ತಡ ಹಾಕಿ ಕಾರ್ಯಕ್ರಮ ಮಾಡಿಸಿದರು ಎಂದು ದೂರಿದರು. ಸಂಭ್ರಮಾಚರಣೆಯ ಸಮಯದಲ್ಲಿ ಅಗತ್ಯ ಸೌಲಭ್ಯಗಳಿರಲಿಲ್ಲ. ಆಂಬುಲೆನ್ಸ್ ವ್ಯವಸ್ಥೆಯೂ ಇರಲಿಲ್ಲ. ಸಾವಿನ ಸಂಖ್ಯೆ ಏರುತ್ತಿದ್ದರೂ ಸರ್ಕಾರ ಕಾರ್ಯಕ್ರಮ ನಿಲ್ಲಿಸಲಿಲ್ಲ. ನಗರ ಪೊಲೀಸ್ ಆಯುಕ್ತರನ್ನು ಅಮಾನತು ಮಾಡಲಾಗಿದೆ. ಇದು ಸರ್ಕಾರದ ತಪ್ಪನ್ನು ಮುಚ್ಚಿಹಾಕುವ ಯತ್ನವಾಗಿದೆ ಎಂದು ಹೇಳಿದರು. ಕಾಲ್ತುಳಿತಕ್ಕೆ ಸಿಲುಕಿ ನಿಧನರಾದವರ ಕುಟುಂಬಗಳಿಗೆ ತಲಾ ₹25 ಲಕ್ಷ ಪರಿಹಾರ ನೀಡಬೇಕು. ಸರ್ಕಾರದ ವೈಫಲ್ಯಕ್ಕೆ ಮುಖ್ಯಮಂತ್ರಿ ಹೊಣೆ ಹೊತ್ತು ರಾಜೀನಾಮೆ ನೀಡಬೇಕು. ಅಮಾಯಕ ಯುವಕರ ಸಾವಿಗೆ ನ್ಯಾಯ ಸಿಗಬೇಕಾದರೆ ನ್ಯಾಯಾಂಗ ತನಿಖೆ ನಡೆಯಲಿ ಎಂದರು. ಪೊಲೀಸ್ ಆಯುಕ್ತರ ಅನುಮತಿ ನಿರಾಕರಣೆ ಪತ್ರ ಬಹಿರಂಗಪಡಿಸಲಿ.: [345, 223, 637, 383]
story-ashok-headline: ಪೊಲೀಸರು ಅನುಮತಿ ನಿರಾಕರಿಸಿದರೂ, ಕಾಂಗ್ರೆಸ್ ನಾಯಕರು ಒತ್ತಡ ತಂದಿದ್ದಾರೆ: ಆರ್. ಅಶೋಕ್: [45, 93, 912, 205]
rule-top-vertical: [961, 75, 963, 731]
story-nrega-col2: ಕೂಲಿಕಾರರು ಕೆಲಸದಲ್ಲಿ ತೊಡಗಿರುವಂತೆ ಮೇಲ್ವಿಚಾರಣೆ ನಡೆಸಬೇಕು. ಕೆಲಸದ ವಿವರವನ್ನು ಕ್ರಮಬದ್ಧವಾಗಿ ದಾಖಲಿಸಬೇಕು. ನೌಕರರ ಕುಂದು ಕೊರತೆಗಳನ್ನು ಶೀಘ್ರವೇ ಪರಿಹರಿಸಲು ಕ್ರಮವಹಿಸಲಾಗುವುದು. ಪ್ರಗತಿ ಸಾಧಿಸುವತ್ತ ಪ್ರಯತ್ನಿಸಿ.: [273, 1622, 495, 1678]
newspaper-logo: ವರ್ತಮಾನ: [510, 8, 917, 63]
rule-lower-vertical: [972, 1324, 974, 1767]
rule-mid-vertical: [591, 739, 593, 1314]
story-bgs-rule: [972, 119, 1513, 121]
